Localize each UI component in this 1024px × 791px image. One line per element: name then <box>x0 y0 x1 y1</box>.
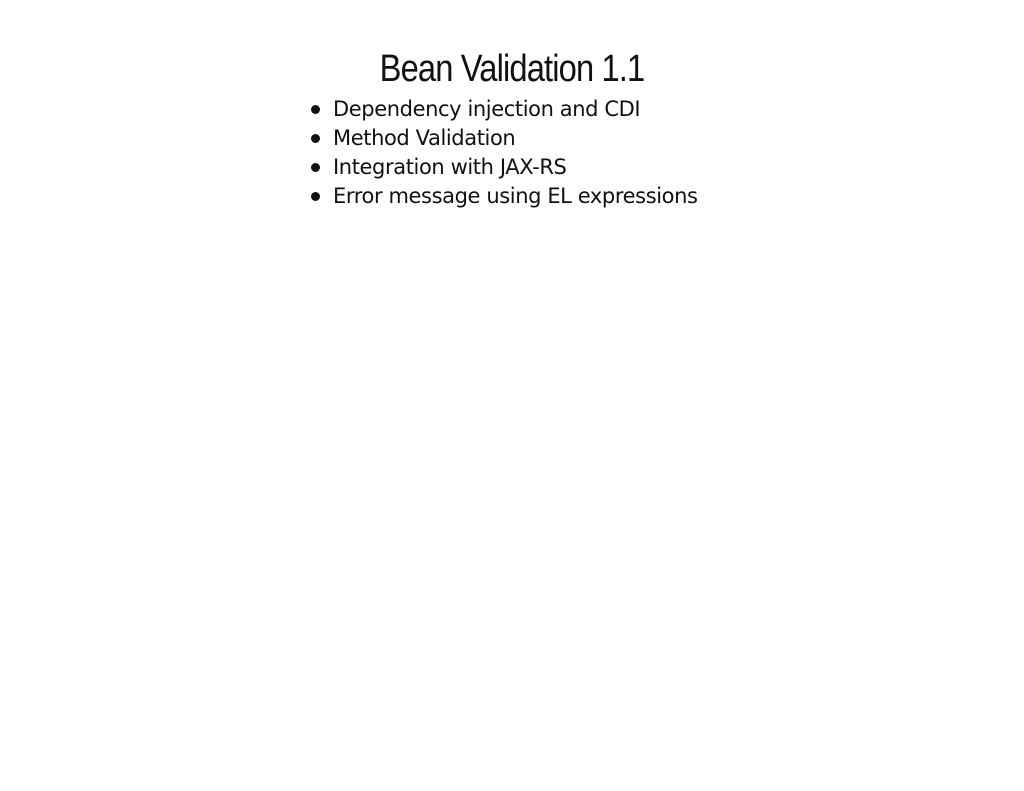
list-item <box>333 182 698 211</box>
list-item-text: Dependency injection and CDI <box>333 97 641 121</box>
slide-title: Bean Validation 1.1 <box>379 48 645 90</box>
bullet-list <box>333 95 698 211</box>
list-item <box>333 153 698 182</box>
list-item-text: Integration with JAX-RS <box>333 155 567 179</box>
list-item-text: Method Validation <box>333 126 516 150</box>
bullet-icon <box>311 105 320 114</box>
list-item-text: Error message using EL expressions <box>333 184 698 208</box>
bullet-icon <box>311 134 320 143</box>
list-item <box>333 124 698 153</box>
bullet-icon <box>311 192 320 201</box>
bullet-icon <box>311 163 320 172</box>
list-item <box>333 95 698 124</box>
